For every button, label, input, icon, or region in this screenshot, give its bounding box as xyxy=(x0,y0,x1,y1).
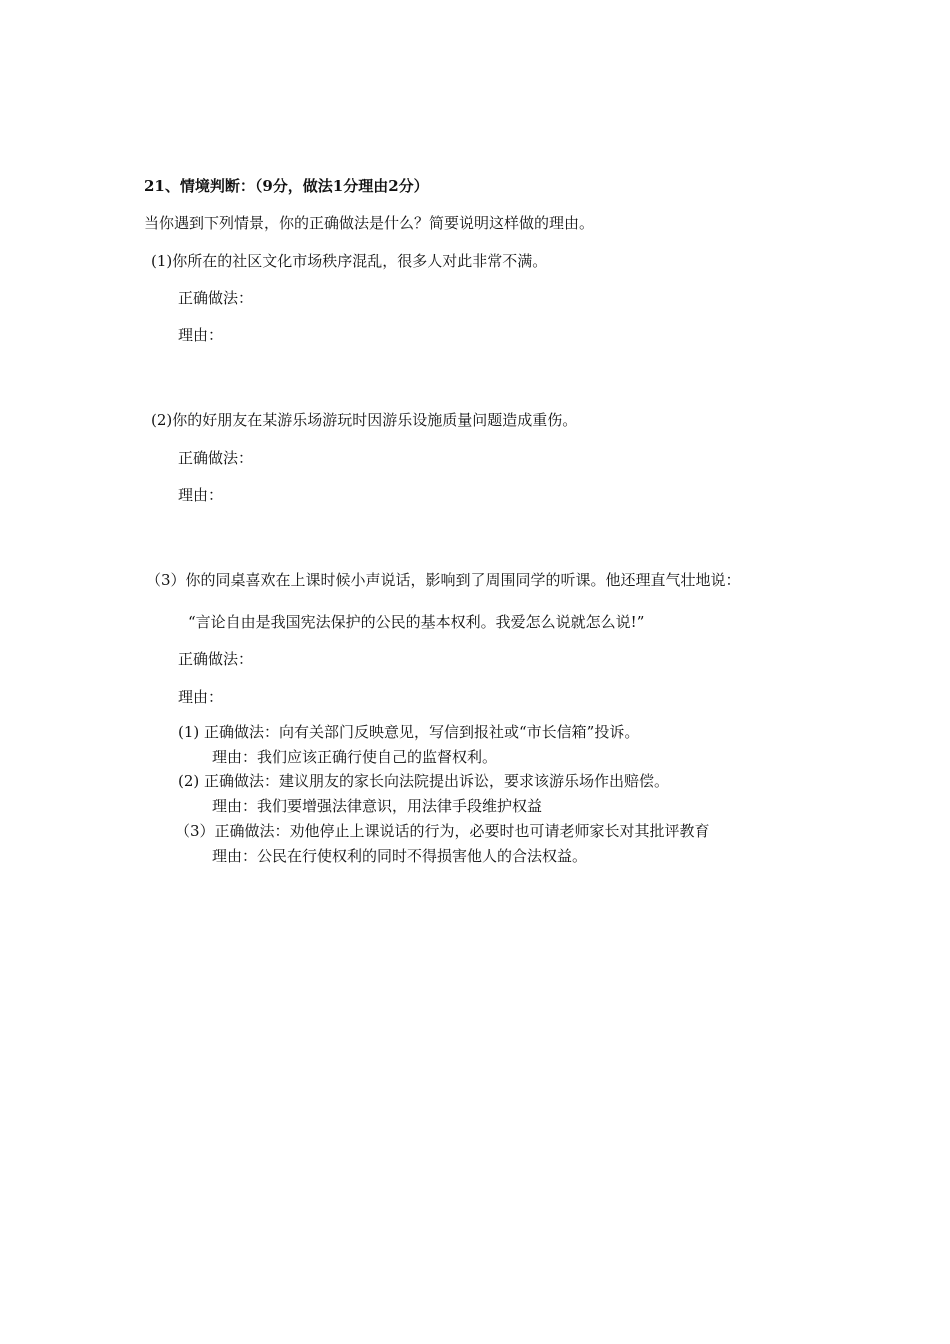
question-intro: 当你遇到下列情景，你的正确做法是什么？简要说明这样做的理由。 xyxy=(144,214,595,232)
answer-2-reason: 理由：我们要增强法律意识，用法律手段维护权益 xyxy=(212,797,543,815)
scenario-3-quote: “言论自由是我国宪法保护的公民的基本权利。我爱怎么说就怎么说!” xyxy=(188,613,645,631)
answer-1-reason: 理由：我们应该正确行使自己的监督权利。 xyxy=(212,748,498,766)
scenario-1-method-label: 正确做法： xyxy=(178,289,254,307)
question-title: 21、情境判断：（9分，做法1分理由2分） xyxy=(144,177,429,195)
scenario-2-reason-label: 理由： xyxy=(178,486,224,504)
answer-1-method: (1) 正确做法：向有关部门反映意见，写信到报社或“市长信箱”投诉。 xyxy=(178,723,640,741)
scenario-3-method-label: 正确做法： xyxy=(178,650,254,668)
scenario-3-text: （3）你的同桌喜欢在上课时候小声说话，影响到了周围同学的听课。他还理直气壮地说： xyxy=(146,571,741,589)
answer-3-method: （3）正确做法：劝他停止上课说话的行为，必要时也可请老师家长对其批评教育 xyxy=(175,822,710,840)
answer-2-method: (2) 正确做法：建议朋友的家长向法院提出诉讼，要求该游乐场作出赔偿。 xyxy=(178,772,670,790)
scenario-1-text: (1)你所在的社区文化市场秩序混乱，很多人对此非常不满。 xyxy=(151,252,548,270)
scenario-1-reason-label: 理由： xyxy=(178,326,224,344)
scenario-2-text: (2)你的好朋友在某游乐场游玩时因游乐设施质量问题造成重伤。 xyxy=(151,411,578,429)
scenario-3-reason-label: 理由： xyxy=(178,688,224,706)
scenario-2-method-label: 正确做法： xyxy=(178,449,254,467)
answer-3-reason: 理由：公民在行使权利的同时不得损害他人的合法权益。 xyxy=(212,847,588,865)
